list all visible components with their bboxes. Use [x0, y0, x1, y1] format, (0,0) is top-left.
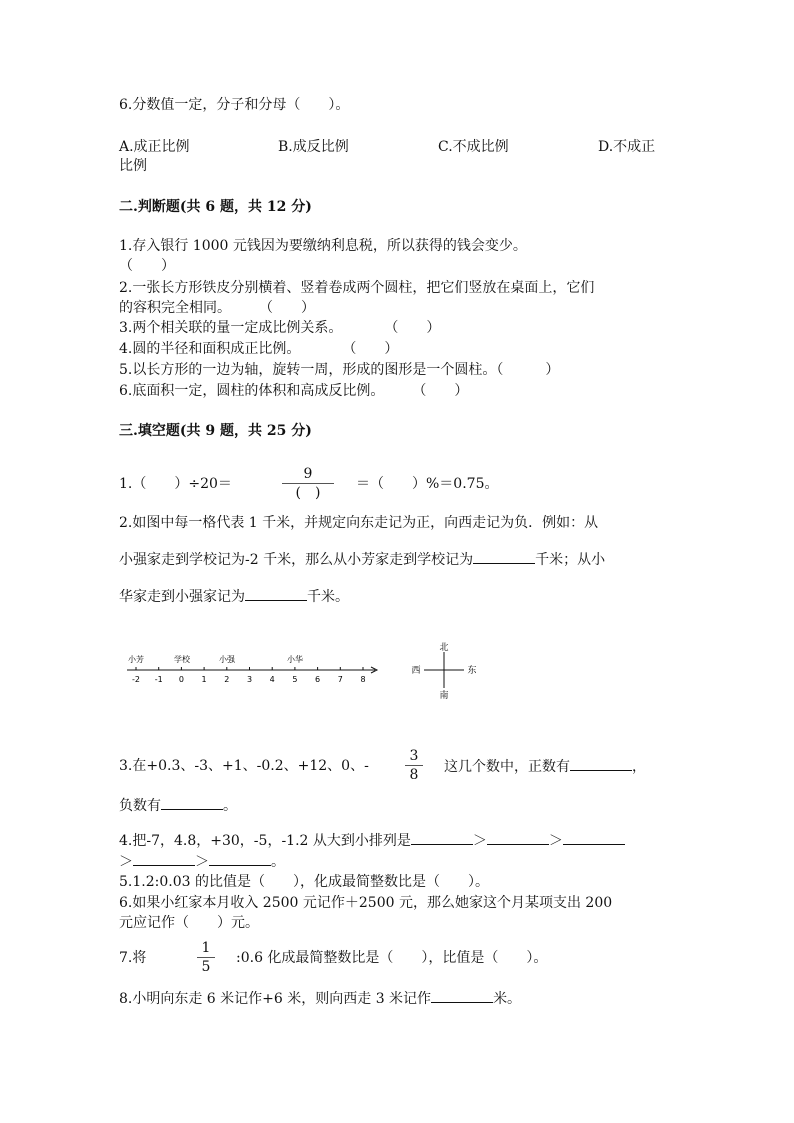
- number-line-tick-label: 1: [201, 675, 207, 684]
- fill-q3-part-c: ，: [632, 759, 646, 775]
- judge-item-1: 1.存入银行 1000 元钱因为要缴纳利息税，所以获得的钱会变少。: [119, 238, 527, 254]
- fill-q4-line2-end: 。: [271, 854, 285, 870]
- section2-title: 二.判断题(共 6 题，共 12 分): [119, 199, 312, 215]
- fill-q2-line3-b: 千米。: [307, 589, 349, 605]
- fill-q3-line2: [119, 795, 237, 816]
- answer-blank[interactable]: [570, 756, 632, 771]
- judge-item-2-cont: 的容积完全相同。 （ ）: [119, 300, 315, 316]
- fill-q2-line3-a: 华家走到小强家记为: [119, 589, 245, 605]
- number-line-tick-label: 8: [360, 675, 366, 684]
- fill-q7-frac-den: 5: [201, 959, 211, 975]
- fill-q4-line1: [119, 830, 625, 851]
- number-line-tick-label: 0: [178, 675, 184, 684]
- fill-q3-part-a: 3.在+0.3、-3、+1、-0.2、+12、0、-: [119, 758, 369, 774]
- fraction-bar: [405, 765, 423, 766]
- number-line-tick-label: 4: [269, 675, 275, 684]
- fill-q3-line2-a: 负数有: [119, 798, 161, 814]
- fill-q5: 5.1.2:0.03 的比值是（ ），化成最简整数比是（ ）。: [119, 874, 489, 890]
- answer-blank[interactable]: [411, 830, 473, 845]
- fill-q1-fraction: [282, 466, 334, 501]
- answer-blank[interactable]: [245, 586, 307, 601]
- fill-q6-line2: 元应记作（ ）元。: [119, 915, 259, 931]
- fill-q7-fraction: [197, 940, 215, 975]
- fill-q7-part-b: :0.6 化成最简整数比是（ ），比值是（ ）。: [236, 950, 548, 966]
- q6-option-d: D.不成正: [598, 139, 656, 155]
- fill-q2-line3: [119, 586, 349, 607]
- section3-title: 三.填空题(共 9 题，共 25 分): [119, 423, 312, 439]
- label-school: 学校: [174, 655, 190, 664]
- greater-than: ＞: [195, 854, 209, 870]
- label-xiaoqiang: 小强: [219, 655, 235, 664]
- fill-q2-line2-a: 小强家走到学校记为-2 千米，那么从小芳家走到学校记为: [119, 552, 474, 568]
- compass-figure: [406, 640, 482, 700]
- greater-than: ＞: [119, 854, 133, 870]
- number-line-tick-label: 3: [246, 675, 253, 684]
- greater-than: ＞: [548, 833, 563, 849]
- q6-option-a: A.成正比例: [119, 139, 190, 155]
- number-line-tick-label: 5: [292, 675, 298, 684]
- fraction-bar: [282, 483, 334, 484]
- fill-q1-part-b: ＝（ ）%＝0.75。: [356, 476, 499, 492]
- judge-item-6: 6.底面积一定，圆柱的体积和高成反比例。 （ ）: [119, 383, 469, 399]
- fill-q1-frac-den: ( ): [295, 485, 321, 501]
- fill-q4-line2: [119, 851, 285, 872]
- compass-south: 南: [439, 691, 449, 700]
- fill-q2-line2: [119, 549, 605, 570]
- q6-option-b: B.成反比例: [278, 139, 349, 155]
- fill-q2-line1: 2.如图中每一格代表 1 千米，并规定向东走记为正，向西走记为负．例如：从: [119, 515, 599, 531]
- q6-option-d-cont: 比例: [119, 158, 147, 174]
- fill-q8: [119, 988, 521, 1009]
- judge-item-2: 2.一张长方形铁皮分别横着、竖着卷成两个圆柱，把它们竖放在桌面上，它们: [119, 280, 595, 296]
- answer-blank[interactable]: [431, 988, 493, 1003]
- answer-blank[interactable]: [161, 795, 223, 810]
- number-line-figure: [125, 644, 385, 688]
- number-line-tick-label: 7: [337, 675, 343, 684]
- fill-q1-frac-num: 9: [303, 466, 313, 482]
- answer-blank[interactable]: [473, 549, 535, 564]
- number-line-tick-label: 2: [224, 675, 230, 684]
- judge-item-5: 5.以长方形的一边为轴，旋转一周，形成的图形是一个圆柱。（ ）: [119, 362, 560, 378]
- fill-q4-line1-a: 4.把-7，4.8，+30，-5，-1.2 从大到小排列是: [119, 833, 411, 849]
- label-xiaofang: 小芳: [128, 655, 144, 664]
- fill-q3-line2-b: 。: [223, 798, 237, 814]
- compass-north: 北: [439, 643, 449, 653]
- answer-blank[interactable]: [133, 851, 195, 866]
- q6-stem: 6.分数值一定，分子和分母（ ）。: [119, 97, 350, 113]
- fill-q8-part-a: 8.小明向东走 6 米记作+6 米，则向西走 3 米记作: [119, 991, 432, 1007]
- answer-blank[interactable]: [487, 830, 549, 845]
- fill-q2-line2-b: 千米；从小: [535, 552, 606, 568]
- number-line-tick-label: 6: [315, 675, 321, 684]
- fill-q3-fraction: [405, 748, 423, 783]
- greater-than: ＞: [472, 833, 487, 849]
- fill-q3-part-b-text: 这几个数中，正数有: [444, 759, 570, 775]
- fill-q7-frac-num: 1: [201, 940, 211, 956]
- number-line-tick-label: -2: [132, 675, 140, 684]
- fill-q8-part-b: 米。: [493, 991, 522, 1007]
- fill-q7-part-a: 7.将: [119, 950, 147, 966]
- answer-blank[interactable]: [209, 851, 271, 866]
- fill-q3-part-b: [444, 756, 646, 777]
- judge-item-1-paren: （ ）: [119, 258, 175, 274]
- fill-q3-frac-num: 3: [409, 748, 419, 764]
- number-line-tick-label: -1: [154, 675, 163, 684]
- compass-west: 西: [411, 666, 421, 676]
- judge-item-3: 3.两个相关联的量一定成比例关系。 （ ）: [119, 320, 441, 336]
- judge-item-4: 4.圆的半径和面积成正比例。 （ ）: [119, 341, 399, 357]
- label-xiaohua: 小华: [287, 655, 303, 664]
- fill-q1-part-a: 1.（ ）÷20＝: [119, 476, 232, 492]
- fraction-bar: [197, 957, 215, 958]
- fill-q6-line1: 6.如果小红家本月收入 2500 元记作＋2500 元，那么她家这个月某项支出 200: [119, 895, 613, 911]
- q6-option-c: C.不成比例: [438, 139, 509, 155]
- compass-east: 东: [467, 666, 477, 676]
- answer-blank[interactable]: [563, 830, 625, 845]
- fill-q3-frac-den: 8: [409, 767, 419, 783]
